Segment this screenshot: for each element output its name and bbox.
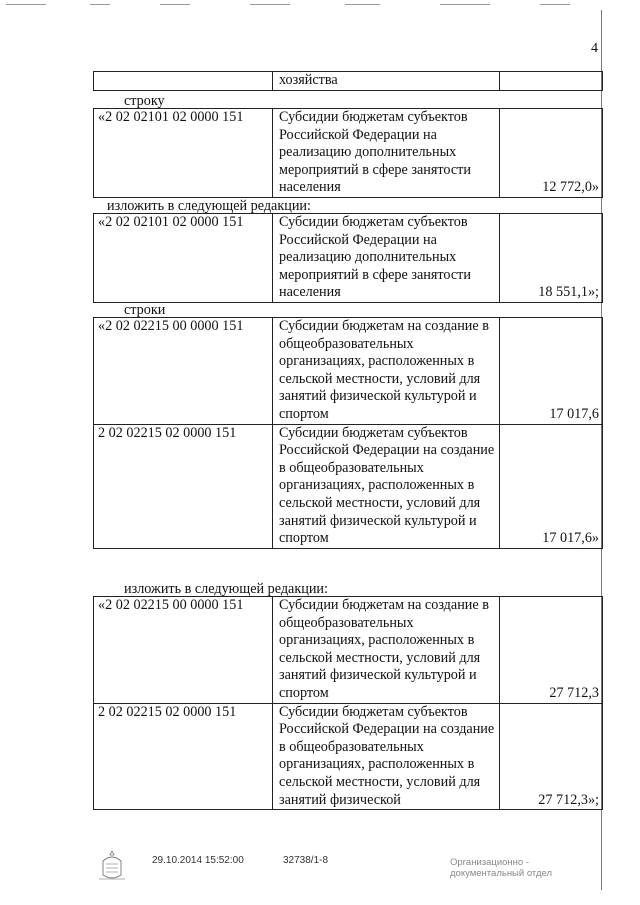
footer-department: Организационно - документальный отдел — [450, 857, 552, 879]
footer-doc-number: 32738/1-8 — [283, 855, 329, 866]
table-block — [93, 213, 603, 303]
code-cell: 2 02 02215 02 0000 151 — [94, 424, 273, 548]
table-block — [93, 71, 603, 91]
instruction-label: строки — [124, 302, 166, 318]
page-number: 4 — [591, 41, 598, 56]
table-row — [94, 703, 603, 810]
value-cell: 17 017,6» — [500, 424, 603, 548]
code-cell: «2 02 02101 02 0000 151 — [94, 109, 273, 198]
table-row — [94, 72, 603, 91]
emblem-icon — [97, 849, 127, 883]
code-cell: «2 02 02215 00 0000 151 — [94, 597, 273, 704]
code-cell: «2 02 02215 00 0000 151 — [94, 318, 273, 425]
description-cell: Субсидии бюджетам субъектов Российской Федерации на реализацию дополнительных мероприятий в сфере занятости населения — [273, 109, 500, 198]
description-cell: Субсидии бюджетам на создание в общеобразовательных организациях, расположенных в сельской местности, условий для занятий физической культурой и спортом — [273, 318, 500, 425]
instruction-label: строку — [124, 93, 165, 109]
value-cell: 18 551,1»; — [500, 214, 603, 303]
code-cell — [94, 72, 273, 91]
code-cell: 2 02 02215 02 0000 151 — [94, 703, 273, 810]
table-row — [94, 109, 603, 198]
value-cell: 12 772,0» — [500, 109, 603, 198]
table-block — [93, 108, 603, 198]
table-row — [94, 318, 603, 425]
description-cell: Субсидии бюджетам субъектов Российской Федерации на реализацию дополнительных мероприятий в сфере занятости населения — [273, 214, 500, 303]
footer-datetime: 29.10.2014 15:52:00 — [152, 855, 244, 866]
value-cell: 17 017,6 — [500, 318, 603, 425]
scan-edge-marks — [0, 4, 640, 14]
description-cell: Субсидии бюджетам субъектов Российской Федерации на создание в общеобразовательных организациях, расположенных в сельской местности, условий для занятий физической — [273, 703, 500, 810]
table-block — [93, 596, 603, 810]
table-block — [93, 317, 603, 549]
value-cell: 27 712,3»; — [500, 703, 603, 810]
value-cell: 27 712,3 — [500, 597, 603, 704]
table-row — [94, 597, 603, 704]
table-row — [94, 424, 603, 548]
instruction-label: изложить в следующей редакции: — [124, 581, 328, 597]
code-cell: «2 02 02101 02 0000 151 — [94, 214, 273, 303]
description-cell: хозяйства — [273, 72, 500, 91]
value-cell — [500, 72, 603, 91]
instruction-label: изложить в следующей редакции: — [107, 198, 311, 214]
description-cell: Субсидии бюджетам на создание в общеобразовательных организациях, расположенных в сельской местности, условий для занятий физической культурой и спортом — [273, 597, 500, 704]
table-row — [94, 214, 603, 303]
description-cell: Субсидии бюджетам субъектов Российской Федерации на создание в общеобразовательных организациях, расположенных в сельской местности, условий для занятий физической культурой и спортом — [273, 424, 500, 548]
